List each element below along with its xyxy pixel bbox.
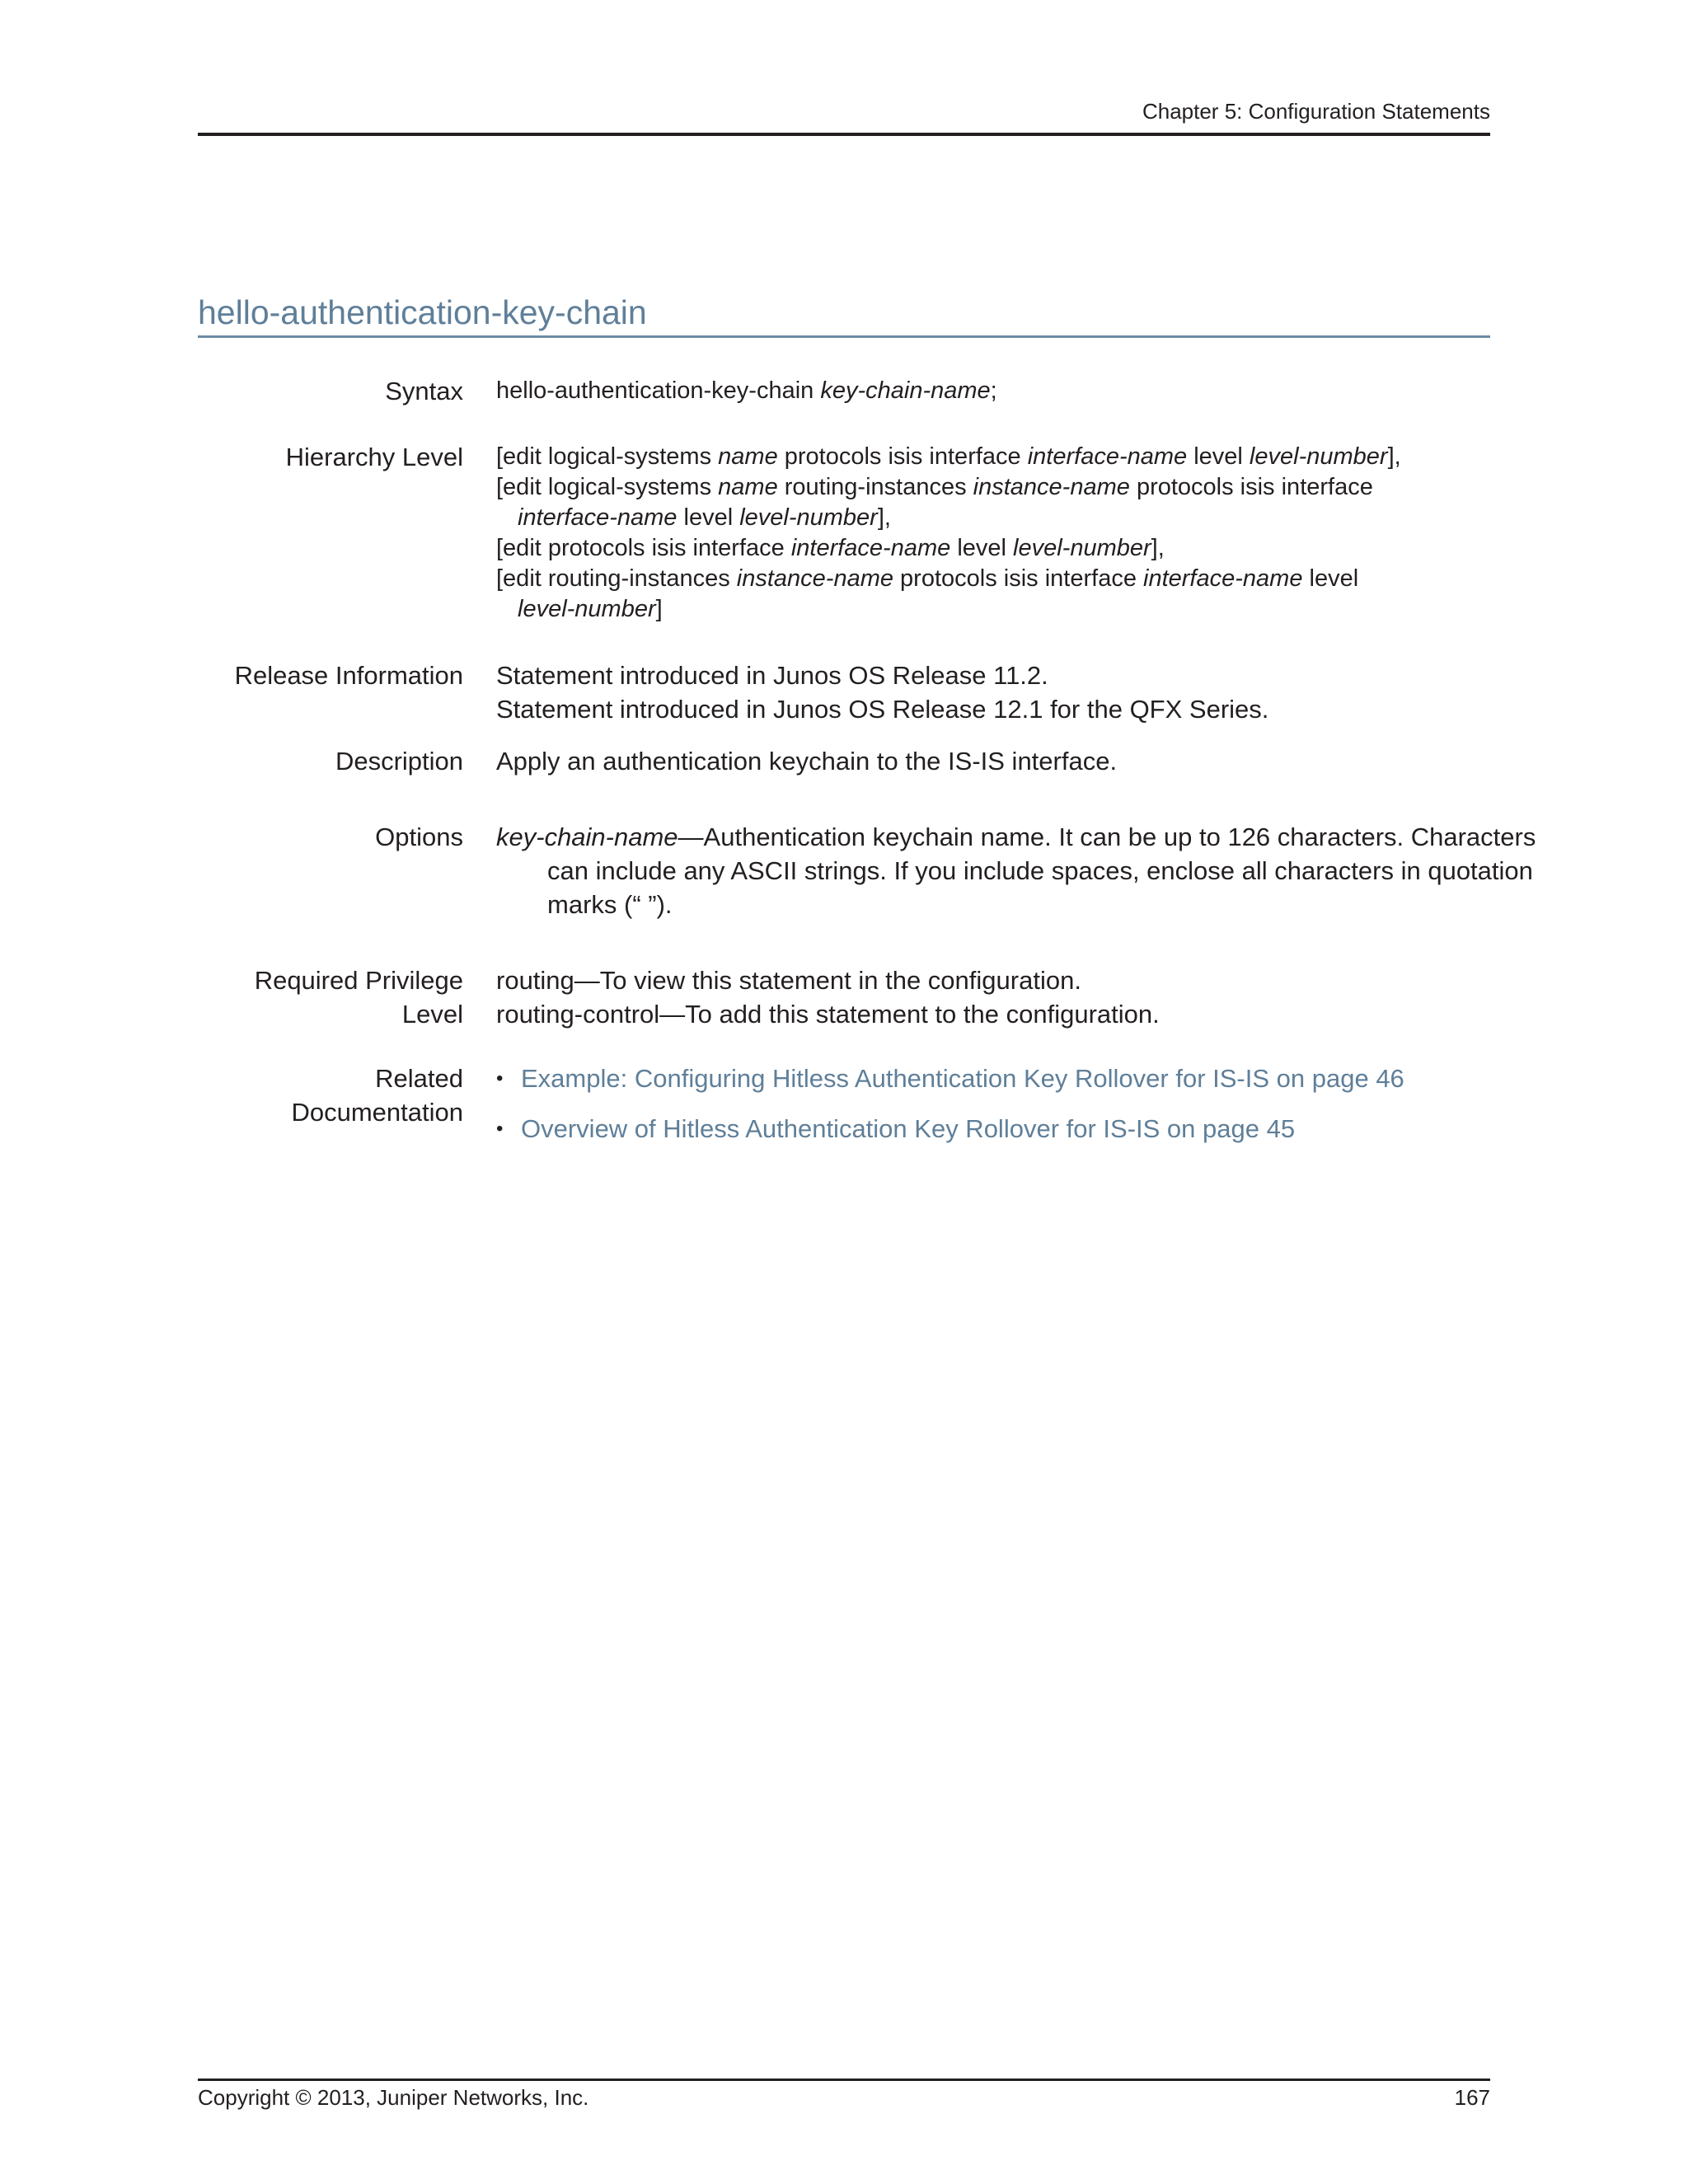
- privilege-line: routing—To view this statement in the configuration.: [496, 966, 1081, 995]
- syntax-text: [496, 376, 1490, 406]
- description-label: Description: [335, 747, 463, 776]
- related-link-overview[interactable]: Overview of Hitless Authentication Key Rollover for IS-IS on page 45: [521, 1114, 1296, 1143]
- option-term: key-chain-name: [496, 823, 678, 851]
- privilege-text: [496, 963, 1490, 1031]
- list-item: [496, 1062, 1490, 1095]
- related-link-example[interactable]: Example: Configuring Hitless Authentication Key Rollover for IS-IS on page 46: [521, 1064, 1404, 1093]
- bullet-icon: •: [496, 1118, 504, 1140]
- privilege-line: routing-control—To add this statement to the configuration.: [496, 1000, 1160, 1029]
- options-text: [496, 820, 1536, 921]
- hierarchy-line: [edit logical-systems name protocols isis interface interface-name level level-number],: [496, 443, 1401, 470]
- syntax-arg: key-chain-name: [820, 377, 991, 404]
- release-line: Statement introduced in Junos OS Release 11.2.: [496, 661, 1048, 690]
- hierarchy-line: interface-name level level-number],: [518, 504, 891, 531]
- footer-rule: [198, 2079, 1490, 2081]
- related-links: [496, 1062, 1490, 1162]
- page-number: 167: [1454, 2085, 1490, 2110]
- related-label: Related Documentation: [291, 1064, 463, 1127]
- hierarchy-line: level-number]: [518, 596, 663, 622]
- hierarchy-label: Hierarchy Level: [285, 443, 463, 471]
- hierarchy-line: [edit protocols isis interface interface-name level level-number],: [496, 535, 1165, 561]
- release-line: Statement introduced in Junos OS Release 12.1 for the QFX Series.: [496, 695, 1269, 724]
- footer-copyright: Copyright © 2013, Juniper Networks, Inc.: [198, 2085, 589, 2110]
- header-rule: [198, 133, 1490, 136]
- option-line: marks (“ ”).: [547, 890, 673, 919]
- bullet-icon: •: [496, 1067, 504, 1090]
- description-text: Apply an authentication keychain to the IS-IS interface.: [496, 747, 1118, 776]
- list-item: [496, 1112, 1490, 1146]
- syntax-label: Syntax: [385, 377, 463, 405]
- related-list: [496, 1062, 1490, 1146]
- release-label: Release Information: [234, 661, 463, 690]
- option-line: key-chain-name—Authentication keychain name. It can be up to 126 characters. Characters: [496, 823, 1536, 851]
- options-label: Options: [375, 823, 463, 851]
- hierarchy-line: [edit logical-systems name routing-instances instance-name protocols isis interface: [496, 474, 1373, 500]
- syntax-end: ;: [990, 377, 997, 404]
- page-title: hello-authentication-key-chain: [198, 293, 647, 331]
- syntax-statement: hello-authentication-key-chain: [496, 377, 821, 404]
- release-text: [496, 658, 1490, 726]
- option-line: can include any ASCII strings. If you include spaces, enclose all characters in quotation: [547, 856, 1533, 885]
- hierarchy-line: [edit routing-instances instance-name protocols isis interface interface-name level: [496, 565, 1359, 592]
- privilege-label: Required Privilege Level: [254, 966, 463, 1029]
- running-header: Chapter 5: Configuration Statements: [1142, 99, 1490, 124]
- hierarchy-text: [496, 442, 1490, 625]
- title-rule: [198, 335, 1490, 338]
